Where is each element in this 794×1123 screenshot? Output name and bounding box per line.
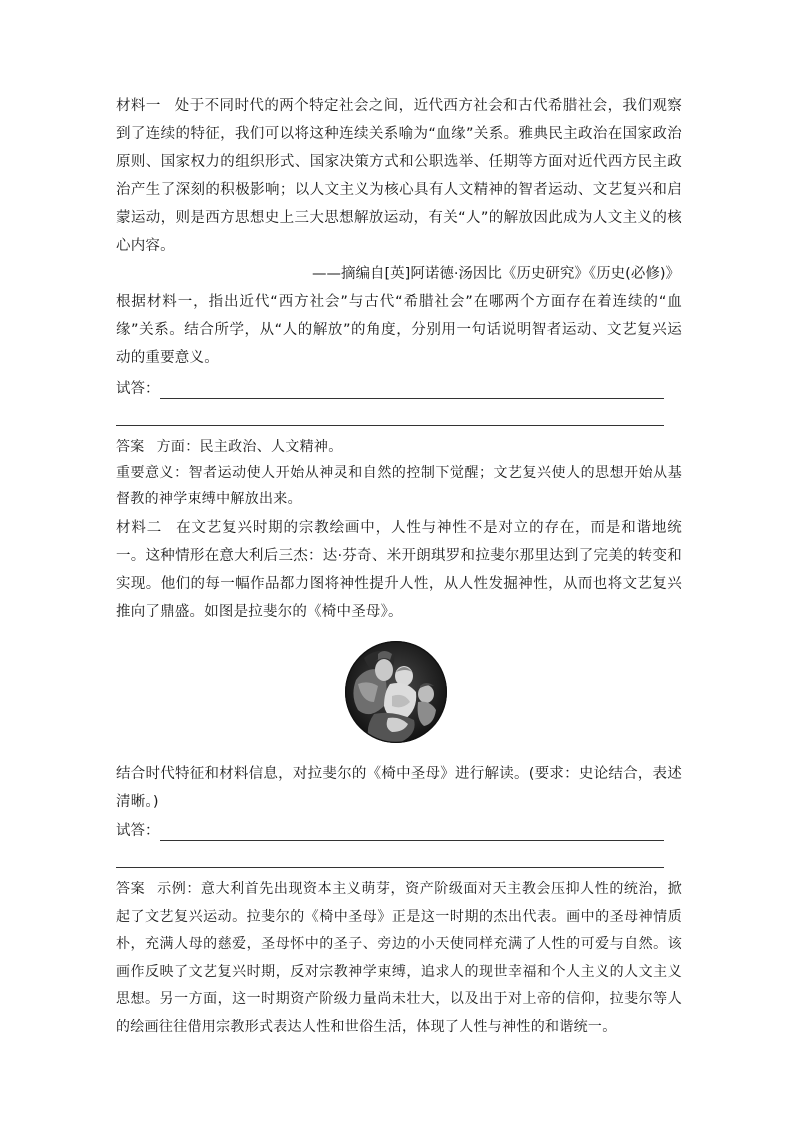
try-answer-2	[116, 818, 682, 844]
try-answer-1-label: 试答：	[116, 381, 160, 397]
try-answer-2-label: 试答：	[116, 823, 160, 839]
madonna-della-seggiola-painting-icon	[344, 640, 448, 744]
answer-1-line-1	[116, 434, 682, 460]
material-2-text: 在文艺复兴时期的宗教绘画中，人性与神性不是对立的存在，而是和谐地统一。这种情形在意大利后三杰：达·芬奇、米开朗琪罗和拉斐尔那里达到了完美的转变和实现。他们的每一幅作品都力图将神性提升人性，从人性发掘神性，从而也将文艺复兴推向了鼎盛。如图是拉斐尔的《椅中圣母》。	[116, 520, 682, 620]
worksheet	[116, 92, 682, 1041]
answer-1-aspects: 方面：民主政治、人文精神。	[156, 439, 343, 455]
figure-area	[116, 640, 682, 752]
answer-1-significance: 重要意义：智者运动使人开始从神灵和自然的控制下觉醒；文艺复兴使人的思想开始从基督教的神学束缚中解放出来。	[116, 465, 682, 507]
question-1: 根据材料一，指出近代“西方社会”与古代“希腊社会”在哪两个方面存在着连续的“血缘”关系。结合所学，从“人的解放”的角度，分别用一句话说明智者运动、文艺复兴运动的重要意义。	[116, 294, 682, 366]
answer-1-label: 答案	[116, 439, 145, 455]
question-2: 结合时代特征和材料信息，对拉斐尔的《椅中圣母》进行解读。(要求：史论结合，表述清晰。)	[116, 766, 682, 810]
try-answer-1	[116, 376, 682, 402]
try-answer-2-extra-line[interactable]	[116, 844, 682, 870]
try-answer-2-line[interactable]	[160, 840, 664, 841]
answer-2-label: 答案	[116, 881, 146, 897]
try-answer-1-extra-line[interactable]	[116, 402, 682, 428]
try-answer-1-line[interactable]	[160, 398, 664, 399]
material-2-label: 材料二	[116, 520, 163, 536]
material-1-source: ——摘编自[英]阿诺德·汤因比《历史研究》《历史(必修)》	[312, 266, 680, 282]
answer-2-text: 示例：意大利首先出现资本主义萌芽，资产阶级面对天主教会压抑人性的统治，掀起了文艺复兴运动。拉斐尔的《椅中圣母》正是这一时期的杰出代表。画中的圣母神情质朴，充满人母的慈爱，圣母怀中的圣子、旁边的小天使同样充满了人性的可爱与自然。该画作反映了文艺复兴时期，反对宗教神学束缚，追求人的现世幸福和个人主义的人文主义思想。另一方面，这一时期资产阶级力量尚未壮大，以及出于对上帝的信仰，拉斐尔等人的绘画往往借用宗教形式表达人性和世俗生活，体现了人性与神性的和谐统一。	[116, 881, 682, 1035]
material-2-paragraph	[116, 514, 682, 626]
material-1-text: 处于不同时代的两个特定社会之间，近代西方社会和古代希腊社会，我们观察到了连续的特征，我们可以将这种连续关系喻为“血缘”关系。雅典民主政治在国家政治原则、国家权力的组织形式、国家决策方式和公职选举、任期等方面对近代西方民主政治产生了深刻的积极影响；以人文主义为核心具有人文精神的智者运动、文艺复兴和启蒙运动，则是西方思想史上三大思想解放运动，有关“人”的解放因此成为人文主义的核心内容。	[116, 98, 682, 254]
material-1-paragraph	[116, 92, 682, 260]
material-1-label: 材料一	[116, 98, 161, 114]
answer-2-paragraph	[116, 876, 682, 1041]
